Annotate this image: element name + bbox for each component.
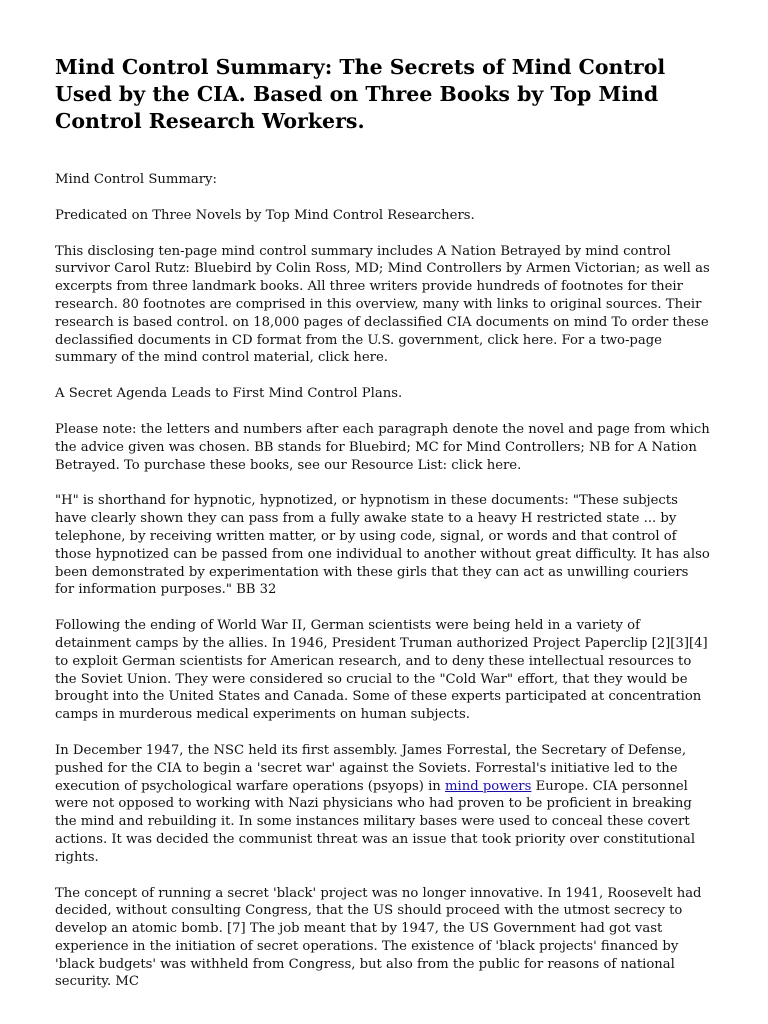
paragraph-intro: This disclosing ten-page mind control summary includes A Nation Betrayed by mind control survivor Carol Rutz: Bluebird by Colin Ross, MD; Mind Controllers by Armen Victorian; as well as excerpts from three landmark books. All three writers provide hundreds of footnotes for their research. 80 footnotes are comprised in this overview, many with links to original sources. Their research is based control. on 18,000 pages of declassified CIA documents on mind To order these declassified documents in CD format from the U.S. government, click here. For a two-page summary of the mind control material, click here. xyxy=(55,243,710,366)
document-title: Mind Control Summary: The Secrets of Mind Control Used by the CIA. Based on Three Books by Top Mind Control Research Workers. xyxy=(55,55,666,133)
document-page xyxy=(55,54,710,1009)
paragraph-black-project: The concept of running a secret 'black' project was no longer innovative. In 1941, Roosevelt had decided, without consulting Congress, that the US should proceed with the utmost secrecy to develop an atomic bomb. [7] The job meant that by 1947, the US Government had got vast experience in the initiation of secret operations. The existence of 'black projects' financed by 'black budgets' was withheld from Congress, but also from the public for reasons of national security. MC xyxy=(55,885,702,990)
paragraph-hypnotic: "H" is shorthand for hypnotic, hypnotized, or hypnotism in these documents: "These subjects have clearly shown they can pass from a fully awake state to a heavy H restricted state ... by telephone, by receiving written matter, or by using code, signal, or words and that control of those hypnotized can be passed from one individual to another without great difficulty. It has also been demonstrated by experimentation with these girls that they can act as unwilling couriers for information purposes." BB 32 xyxy=(55,493,710,598)
mind-powers-link[interactable]: mind powers xyxy=(444,778,532,794)
nsc-text-after-link: Europe. CIA personnel were not opposed to working with Nazi physicians who had proven to be proficient in breaking the mind and rebuilding it. In some instances military bases were used to conceal these covert actions. It was decided the communist threat was an issue that took priority over constitutional rights. xyxy=(55,778,696,865)
paragraph-paperclip: Following the ending of World War II, German scientists were being held in a variety of detainment camps by the allies. In 1946, President Truman authorized Project Paperclip [2][3][4] to exploit German scientists for American research, and to deny these intellectual resources to the Soviet Union. They were considered so crucial to the "Cold War" effort, that they would be brought into the United States and Canada. Some of these experts participated at concentration camps in murderous medical experiments on human subjects. xyxy=(55,618,708,723)
paragraph-secret-agenda: A Secret Agenda Leads to First Mind Control Plans. xyxy=(55,386,403,402)
paragraph-note: Please note: the letters and numbers after each paragraph denote the novel and page from which the advice given was chosen. BB stands for Bluebird; MC for Mind Controllers; NB for A Nation Betrayed. To purchase these books, see our Resource List: click here. xyxy=(55,421,710,473)
paragraph-summary-label: Mind Control Summary: xyxy=(55,172,217,187)
nsc-text-before-link: In December 1947, the NSC held its first assembly. James Forrestal, the Secretary of Defense, pushed for the CIA to begin a 'secret war' against the Soviets. Forrestal's initiative led to the execution of psychological warfare operations (psyops) in xyxy=(55,742,687,794)
document-body xyxy=(55,171,710,991)
paragraph-predicated: Predicated on Three Novels by Top Mind Control Researchers. xyxy=(55,207,475,223)
paragraph-nsc xyxy=(55,742,710,867)
